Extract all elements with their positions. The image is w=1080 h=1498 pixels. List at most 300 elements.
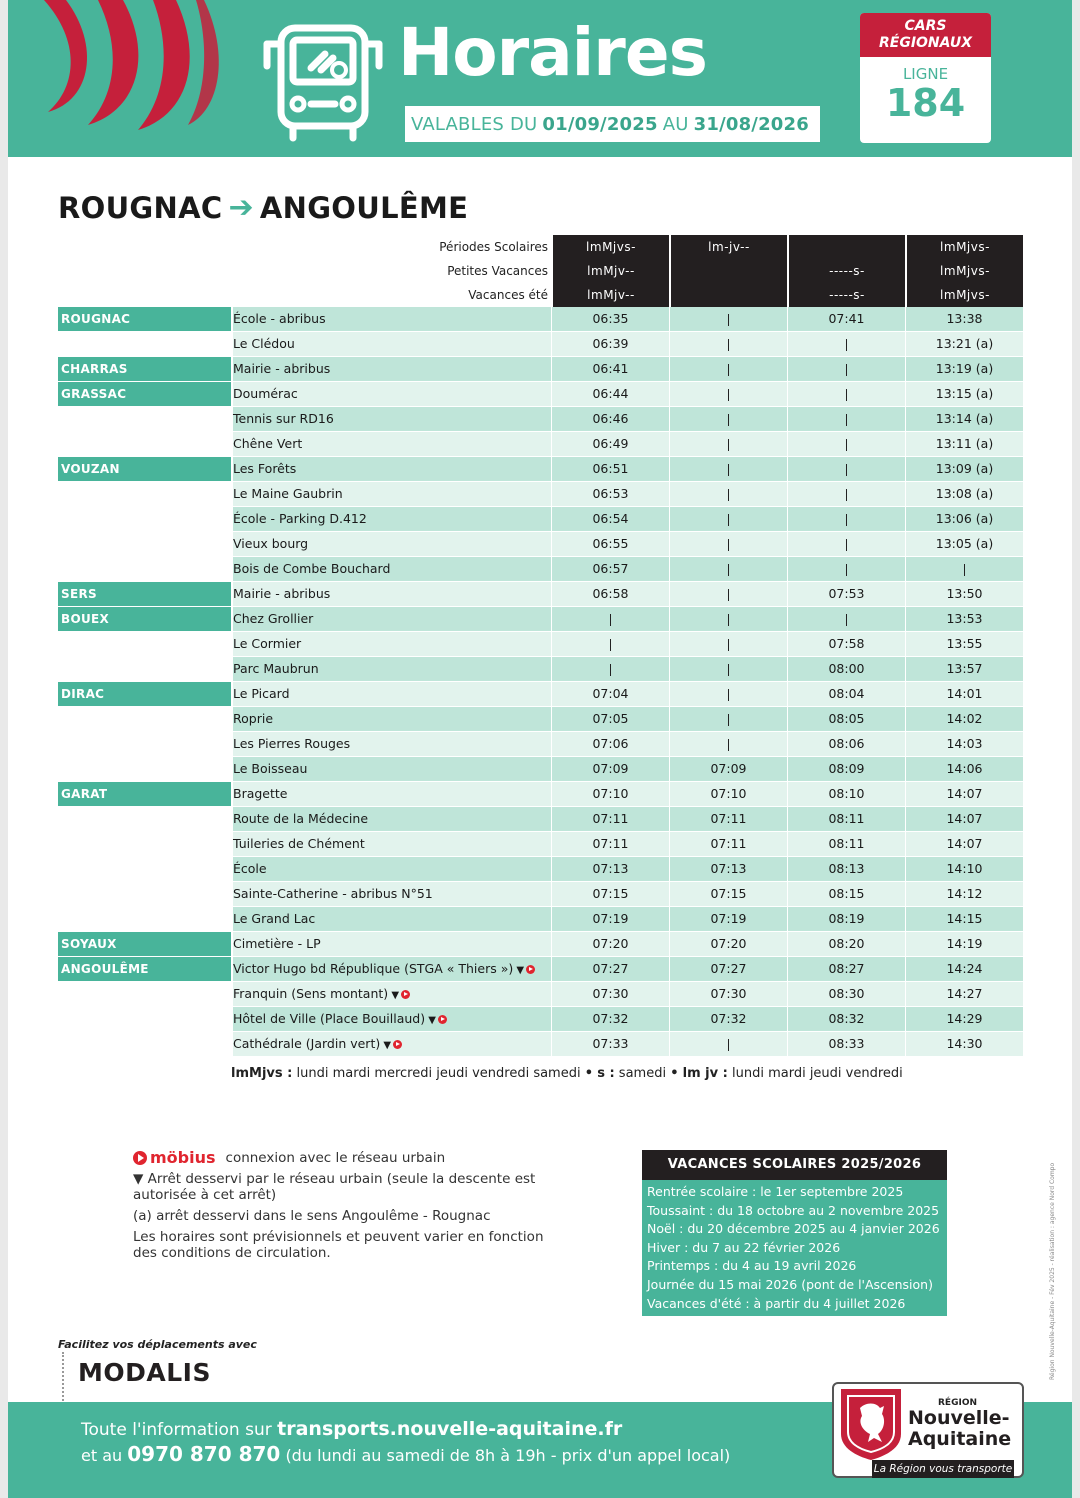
time-cell: 13:38 <box>905 307 1023 331</box>
town-cell <box>58 882 231 906</box>
no-stop-bar-icon <box>728 1039 729 1051</box>
no-stop-bar-icon <box>728 514 729 526</box>
table-row <box>58 682 1023 707</box>
table-row <box>58 957 1023 982</box>
holiday-item: Hiver : du 7 au 22 février 2026 <box>647 1239 841 1255</box>
ligne-number: 184 <box>885 81 966 125</box>
time-cell: 14:12 <box>905 882 1023 906</box>
region-small: RÉGION <box>938 1398 977 1408</box>
time-cell: 13:08 (a) <box>905 482 1023 506</box>
holiday-item: Printemps : du 4 au 19 avril 2026 <box>647 1258 857 1274</box>
timetable <box>58 235 1023 1057</box>
time-cell: 08:11 <box>787 807 905 831</box>
table-row <box>58 907 1023 932</box>
period-cell <box>669 259 787 283</box>
table-row <box>58 807 1023 832</box>
footer-phone-note: (du lundi au samedi de 8h à 19h - prix d'un appel local) <box>285 1446 731 1465</box>
time-cell: 06:58 <box>551 582 669 606</box>
town-cell <box>58 807 231 831</box>
time-cell: 06:46 <box>551 407 669 431</box>
time-cell: 13:11 (a) <box>905 432 1023 456</box>
arrow-right-icon: ➔ <box>228 190 254 225</box>
decorative-arcs-icon <box>8 0 248 157</box>
time-cell: 14:24 <box>905 957 1023 981</box>
time-cell: 08:09 <box>787 757 905 781</box>
validity-date-from: 01/09/2025 <box>542 113 658 135</box>
line-badge <box>860 13 991 143</box>
stop-name: École - abribus <box>233 311 326 326</box>
table-row <box>58 357 1023 382</box>
time-cell: 13:15 (a) <box>905 382 1023 406</box>
time-cell: 13:55 <box>905 632 1023 656</box>
time-cell: 13:05 (a) <box>905 532 1023 556</box>
time-cell: 08:11 <box>787 832 905 856</box>
time-cell <box>787 382 905 406</box>
no-stop-bar-icon <box>728 339 729 351</box>
time-cell <box>669 532 787 556</box>
mobius-logo <box>133 1150 216 1166</box>
town-cell <box>58 1032 231 1056</box>
time-cell: 07:11 <box>551 807 669 831</box>
stop-cell <box>233 732 551 756</box>
time-cell: 06:57 <box>551 557 669 581</box>
time-cell <box>669 407 787 431</box>
school-holidays-box <box>642 1150 947 1316</box>
time-cell: 07:13 <box>551 857 669 881</box>
no-stop-bar-icon <box>846 489 847 501</box>
time-cell: 07:33 <box>551 1032 669 1056</box>
stop-cell <box>233 557 551 581</box>
stop-name: Sainte-Catherine - abribus N°51 <box>233 886 433 901</box>
stop-name: Le Boisseau <box>233 761 308 776</box>
time-cell <box>787 357 905 381</box>
time-cell: 14:27 <box>905 982 1023 1006</box>
time-cell: 07:53 <box>787 582 905 606</box>
town-cell: SERS <box>58 582 231 606</box>
modalis-caption: Facilitez vos déplacements avec <box>58 1338 257 1351</box>
time-cell: 08:06 <box>787 732 905 756</box>
time-cell: 07:20 <box>551 932 669 956</box>
footer-url-link[interactable]: transports.nouvelle-aquitaine.fr <box>277 1418 623 1440</box>
period-label: Périodes Scolaires <box>439 240 548 254</box>
school-holidays-list <box>642 1180 947 1316</box>
time-cell: 13:57 <box>905 657 1023 681</box>
period-cell: lmMjv-- <box>551 259 669 283</box>
town-cell <box>58 407 231 431</box>
time-cell <box>787 557 905 581</box>
header-banner <box>8 0 1072 157</box>
table-row <box>58 407 1023 432</box>
time-cell: 07:15 <box>669 882 787 906</box>
time-cell: 14:01 <box>905 682 1023 706</box>
no-stop-bar-icon <box>728 639 729 651</box>
time-cell: 07:32 <box>551 1007 669 1031</box>
time-cell <box>669 682 787 706</box>
validity-mid: AU <box>662 113 689 135</box>
time-cell: 08:27 <box>787 957 905 981</box>
town-cell <box>58 332 231 356</box>
time-cell: 06:54 <box>551 507 669 531</box>
table-row <box>58 657 1023 682</box>
no-stop-bar-icon <box>846 414 847 426</box>
stop-cell <box>233 757 551 781</box>
footer-phone-prefix: et au <box>81 1446 123 1465</box>
town-cell: ROUGNAC <box>58 307 231 331</box>
time-cell <box>669 382 787 406</box>
time-cell: 07:13 <box>669 857 787 881</box>
region-name <box>908 1408 1011 1450</box>
arrow-note: ▼ Arrêt desservi par le réseau urbain (seule la descente est autorisée à cet arrêt) <box>133 1171 536 1203</box>
time-cell <box>669 357 787 381</box>
time-cell: 07:58 <box>787 632 905 656</box>
table-row <box>58 557 1023 582</box>
time-cell: 13:21 (a) <box>905 332 1023 356</box>
urban-drop-off-icon: ▼ <box>425 1015 436 1026</box>
town-cell <box>58 432 231 456</box>
no-stop-bar-icon <box>610 614 611 626</box>
time-cell: 13:09 (a) <box>905 457 1023 481</box>
bus-icon <box>263 22 383 144</box>
no-stop-bar-icon <box>846 364 847 376</box>
stop-name: Hôtel de Ville (Place Bouillaud) <box>233 1011 426 1026</box>
no-stop-bar-icon <box>728 739 729 751</box>
table-row <box>58 507 1023 532</box>
table-row <box>58 757 1023 782</box>
time-cell: 14:30 <box>905 1032 1023 1056</box>
stop-cell <box>233 357 551 381</box>
stop-cell <box>233 832 551 856</box>
time-cell <box>551 607 669 631</box>
time-cell: 08:19 <box>787 907 905 931</box>
table-row <box>58 457 1023 482</box>
time-cell: 14:02 <box>905 707 1023 731</box>
validity-banner <box>405 106 820 142</box>
town-cell: ANGOULÊME <box>58 957 231 981</box>
time-cell <box>669 332 787 356</box>
time-cell: 06:55 <box>551 532 669 556</box>
time-cell: 07:41 <box>787 307 905 331</box>
a-note: (a) arrêt desservi dans le sens Angoulême - Rougnac <box>133 1208 491 1224</box>
table-row <box>58 882 1023 907</box>
time-cell: 07:11 <box>551 832 669 856</box>
no-stop-bar-icon <box>728 539 729 551</box>
no-stop-bar-icon <box>728 364 729 376</box>
table-row <box>58 432 1023 457</box>
time-cell: 08:00 <box>787 657 905 681</box>
time-cell <box>669 432 787 456</box>
period-cell: lmMjvs- <box>905 283 1023 307</box>
time-cell: 08:13 <box>787 857 905 881</box>
timetable-header <box>58 235 1023 307</box>
time-cell: 07:05 <box>551 707 669 731</box>
region-name-1: Nouvelle- <box>908 1407 1010 1429</box>
time-cell: 14:29 <box>905 1007 1023 1031</box>
period-row <box>58 259 1023 283</box>
town-cell <box>58 757 231 781</box>
time-cell: 07:09 <box>551 757 669 781</box>
time-cell: 07:27 <box>551 957 669 981</box>
table-row <box>58 707 1023 732</box>
time-cell: 07:06 <box>551 732 669 756</box>
time-cell: 14:03 <box>905 732 1023 756</box>
no-stop-bar-icon <box>964 564 965 576</box>
time-cell: 14:07 <box>905 807 1023 831</box>
time-cell: 06:53 <box>551 482 669 506</box>
time-cell: 13:06 (a) <box>905 507 1023 531</box>
no-stop-bar-icon <box>846 389 847 401</box>
town-cell <box>58 907 231 931</box>
period-cell: lm-jv-- <box>669 235 787 259</box>
time-cell: 08:04 <box>787 682 905 706</box>
stop-cell <box>233 657 551 681</box>
table-row <box>58 582 1023 607</box>
route-title <box>58 190 468 225</box>
table-row <box>58 732 1023 757</box>
time-cell: 08:32 <box>787 1007 905 1031</box>
time-cell: 06:41 <box>551 357 669 381</box>
time-cell: 07:30 <box>669 982 787 1006</box>
time-cell <box>905 557 1023 581</box>
stop-name: Le Grand Lac <box>233 911 316 926</box>
legend-separator-1: • <box>584 1066 594 1081</box>
no-stop-bar-icon <box>728 489 729 501</box>
town-cell <box>58 532 231 556</box>
time-cell <box>669 632 787 656</box>
stop-cell <box>233 632 551 656</box>
stop-cell <box>233 782 551 806</box>
mobius-connection-icon <box>393 1040 402 1049</box>
time-cell: 07:19 <box>669 907 787 931</box>
period-row <box>58 283 1023 307</box>
town-cell <box>58 707 231 731</box>
time-cell <box>669 457 787 481</box>
legend-key-2: s : <box>597 1066 615 1081</box>
table-row <box>58 982 1023 1007</box>
time-cell: 08:30 <box>787 982 905 1006</box>
time-cell <box>551 657 669 681</box>
no-stop-bar-icon <box>846 564 847 576</box>
urban-drop-off-icon: ▼ <box>513 965 525 976</box>
no-stop-bar-icon <box>728 564 729 576</box>
table-row <box>58 932 1023 957</box>
no-stop-bar-icon <box>846 539 847 551</box>
time-cell: 06:44 <box>551 382 669 406</box>
period-label: Vacances été <box>468 288 548 302</box>
stop-name: Bois de Combe Bouchard <box>233 561 391 576</box>
no-stop-bar-icon <box>846 464 847 476</box>
mobius-connection-icon <box>401 990 410 999</box>
time-cell: 07:04 <box>551 682 669 706</box>
stop-name: Mairie - abribus <box>233 586 331 601</box>
stop-cell <box>233 707 551 731</box>
no-stop-bar-icon <box>846 614 847 626</box>
no-stop-bar-icon <box>728 589 729 601</box>
validity-prefix: VALABLES DU <box>411 113 538 135</box>
time-cell: 07:11 <box>669 832 787 856</box>
time-cell: 07:30 <box>551 982 669 1006</box>
time-cell: 08:20 <box>787 932 905 956</box>
time-cell: 07:09 <box>669 757 787 781</box>
holiday-item: Toussaint : du 18 octobre au 2 novembre 2025 <box>647 1202 940 1218</box>
stop-name: Victor Hugo bd République (STGA « Thiers ») <box>233 961 514 976</box>
legend-key-3: lm jv : <box>682 1066 728 1081</box>
no-stop-bar-icon <box>728 714 729 726</box>
stop-name: Tennis sur RD16 <box>233 411 334 426</box>
town-cell: VOUZAN <box>58 457 231 481</box>
time-cell: 07:19 <box>551 907 669 931</box>
town-cell <box>58 1007 231 1031</box>
time-cell: 08:10 <box>787 782 905 806</box>
no-stop-bar-icon <box>728 389 729 401</box>
time-cell <box>669 1032 787 1056</box>
stop-cell <box>233 332 551 356</box>
table-row <box>58 1032 1023 1057</box>
stop-name: École - Parking D.412 <box>233 511 367 526</box>
stop-name: Doumérac <box>233 386 298 401</box>
table-row <box>58 1007 1023 1032</box>
holiday-item: Vacances d'été : à partir du 4 juillet 2026 <box>647 1295 906 1311</box>
table-row <box>58 307 1023 332</box>
time-cell <box>787 332 905 356</box>
time-cell: 07:10 <box>551 782 669 806</box>
time-cell <box>787 482 905 506</box>
urban-drop-off-icon: ▼ <box>388 990 400 1001</box>
stop-name: École <box>233 861 267 876</box>
time-cell <box>787 432 905 456</box>
time-cell <box>669 657 787 681</box>
holiday-item: Journée du 15 mai 2026 (pont de l'Ascension) <box>647 1276 933 1292</box>
legend-value-1: lundi mardi mercredi jeudi vendredi samedi <box>296 1066 581 1081</box>
time-cell <box>669 507 787 531</box>
time-cell: 07:15 <box>551 882 669 906</box>
time-cell: 13:14 (a) <box>905 407 1023 431</box>
no-stop-bar-icon <box>728 314 729 326</box>
mobius-brand: möbius <box>150 1148 216 1167</box>
no-stop-bar-icon <box>728 439 729 451</box>
no-stop-bar-icon <box>610 664 611 676</box>
stop-name: Le Maine Gaubrin <box>233 486 343 501</box>
side-credit: Région Nouvelle-Aquitaine - Fév 2025 - réalisation : agence Nord Compo <box>1049 1162 1056 1380</box>
footer-info-line <box>81 1418 622 1440</box>
stop-cell <box>233 307 551 331</box>
time-cell: 06:51 <box>551 457 669 481</box>
town-cell: DIRAC <box>58 682 231 706</box>
mobius-note <box>133 1150 553 1166</box>
region-lion-shield-icon <box>838 1386 904 1462</box>
time-cell: 08:33 <box>787 1032 905 1056</box>
holiday-item: Rentrée scolaire : le 1er septembre 2025 <box>647 1184 904 1199</box>
time-cell <box>787 407 905 431</box>
table-row <box>58 532 1023 557</box>
time-cell: 08:05 <box>787 707 905 731</box>
provisional-note: Les horaires sont prévisionnels et peuvent varier en fonction des conditions de circulation. <box>133 1229 544 1261</box>
validity-date-to: 31/08/2026 <box>693 113 809 135</box>
period-cell: lmMjv-- <box>551 283 669 307</box>
legend-key-1: lmMjvs : <box>231 1066 293 1081</box>
stop-name: Vieux bourg <box>233 536 309 551</box>
table-row <box>58 382 1023 407</box>
cars-regionaux-label <box>860 13 991 57</box>
stop-name: Le Cormier <box>233 636 302 651</box>
ligne-label: LIGNE <box>902 65 949 83</box>
stop-cell <box>233 482 551 506</box>
no-stop-bar-icon <box>846 514 847 526</box>
period-cell: lmMjvs- <box>551 235 669 259</box>
notes <box>133 1150 553 1261</box>
modalis-logo: MODALIS <box>78 1358 211 1387</box>
town-cell: SOYAUX <box>58 932 231 956</box>
period-cell: -----s- <box>787 259 905 283</box>
time-cell <box>669 582 787 606</box>
town-cell: GARAT <box>58 782 231 806</box>
time-cell: 14:06 <box>905 757 1023 781</box>
period-cell: lmMjvs- <box>905 259 1023 283</box>
stop-name: Cimetière - LP <box>233 936 321 951</box>
stop-name: Les Forêts <box>233 461 297 476</box>
stop-cell <box>233 857 551 881</box>
stop-cell <box>233 1007 551 1031</box>
town-cell <box>58 832 231 856</box>
table-row <box>58 632 1023 657</box>
stop-name: Chêne Vert <box>233 436 303 451</box>
time-cell: 07:20 <box>669 932 787 956</box>
timetable-page <box>8 0 1072 1498</box>
time-cell <box>669 732 787 756</box>
table-row <box>58 857 1023 882</box>
stop-cell <box>233 407 551 431</box>
table-row <box>58 607 1023 632</box>
route-to: ANGOULÊME <box>259 190 469 225</box>
town-cell <box>58 557 231 581</box>
school-holidays-title: VACANCES SCOLAIRES 2025/2026 <box>642 1150 947 1180</box>
stop-name: Roprie <box>233 711 274 726</box>
footer-phone-line <box>81 1442 730 1466</box>
time-cell <box>787 507 905 531</box>
stop-cell <box>233 457 551 481</box>
time-cell <box>669 557 787 581</box>
town-cell: GRASSAC <box>58 382 231 406</box>
cars-line2: RÉGIONAUX <box>878 35 973 51</box>
stop-name: Franquin (Sens montant) <box>233 986 389 1001</box>
stop-name: Parc Maubrun <box>233 661 319 676</box>
time-cell <box>669 707 787 731</box>
period-cell: lmMjvs- <box>905 235 1023 259</box>
time-cell <box>787 607 905 631</box>
time-cell: 07:10 <box>669 782 787 806</box>
no-stop-bar-icon <box>846 439 847 451</box>
town-cell <box>58 857 231 881</box>
days-legend <box>231 1066 903 1081</box>
footer-phone-number[interactable]: 0970 870 870 <box>127 1442 281 1466</box>
period-label: Petites Vacances <box>447 264 548 278</box>
region-tagline: La Région vous transporte <box>872 1460 1014 1478</box>
no-stop-bar-icon <box>728 464 729 476</box>
stop-name: Chez Grollier <box>233 611 314 626</box>
stop-name: Les Pierres Rouges <box>233 736 351 751</box>
town-cell <box>58 732 231 756</box>
time-cell <box>551 632 669 656</box>
table-row <box>58 782 1023 807</box>
urban-drop-off-icon: ▼ <box>380 1040 392 1051</box>
stop-cell <box>233 432 551 456</box>
stop-cell <box>233 982 551 1006</box>
timetable-body <box>58 307 1023 1057</box>
town-cell <box>58 657 231 681</box>
stop-cell <box>233 882 551 906</box>
cars-line1: CARS <box>904 18 947 34</box>
no-stop-bar-icon <box>728 414 729 426</box>
stop-name: Le Clédou <box>233 336 295 351</box>
